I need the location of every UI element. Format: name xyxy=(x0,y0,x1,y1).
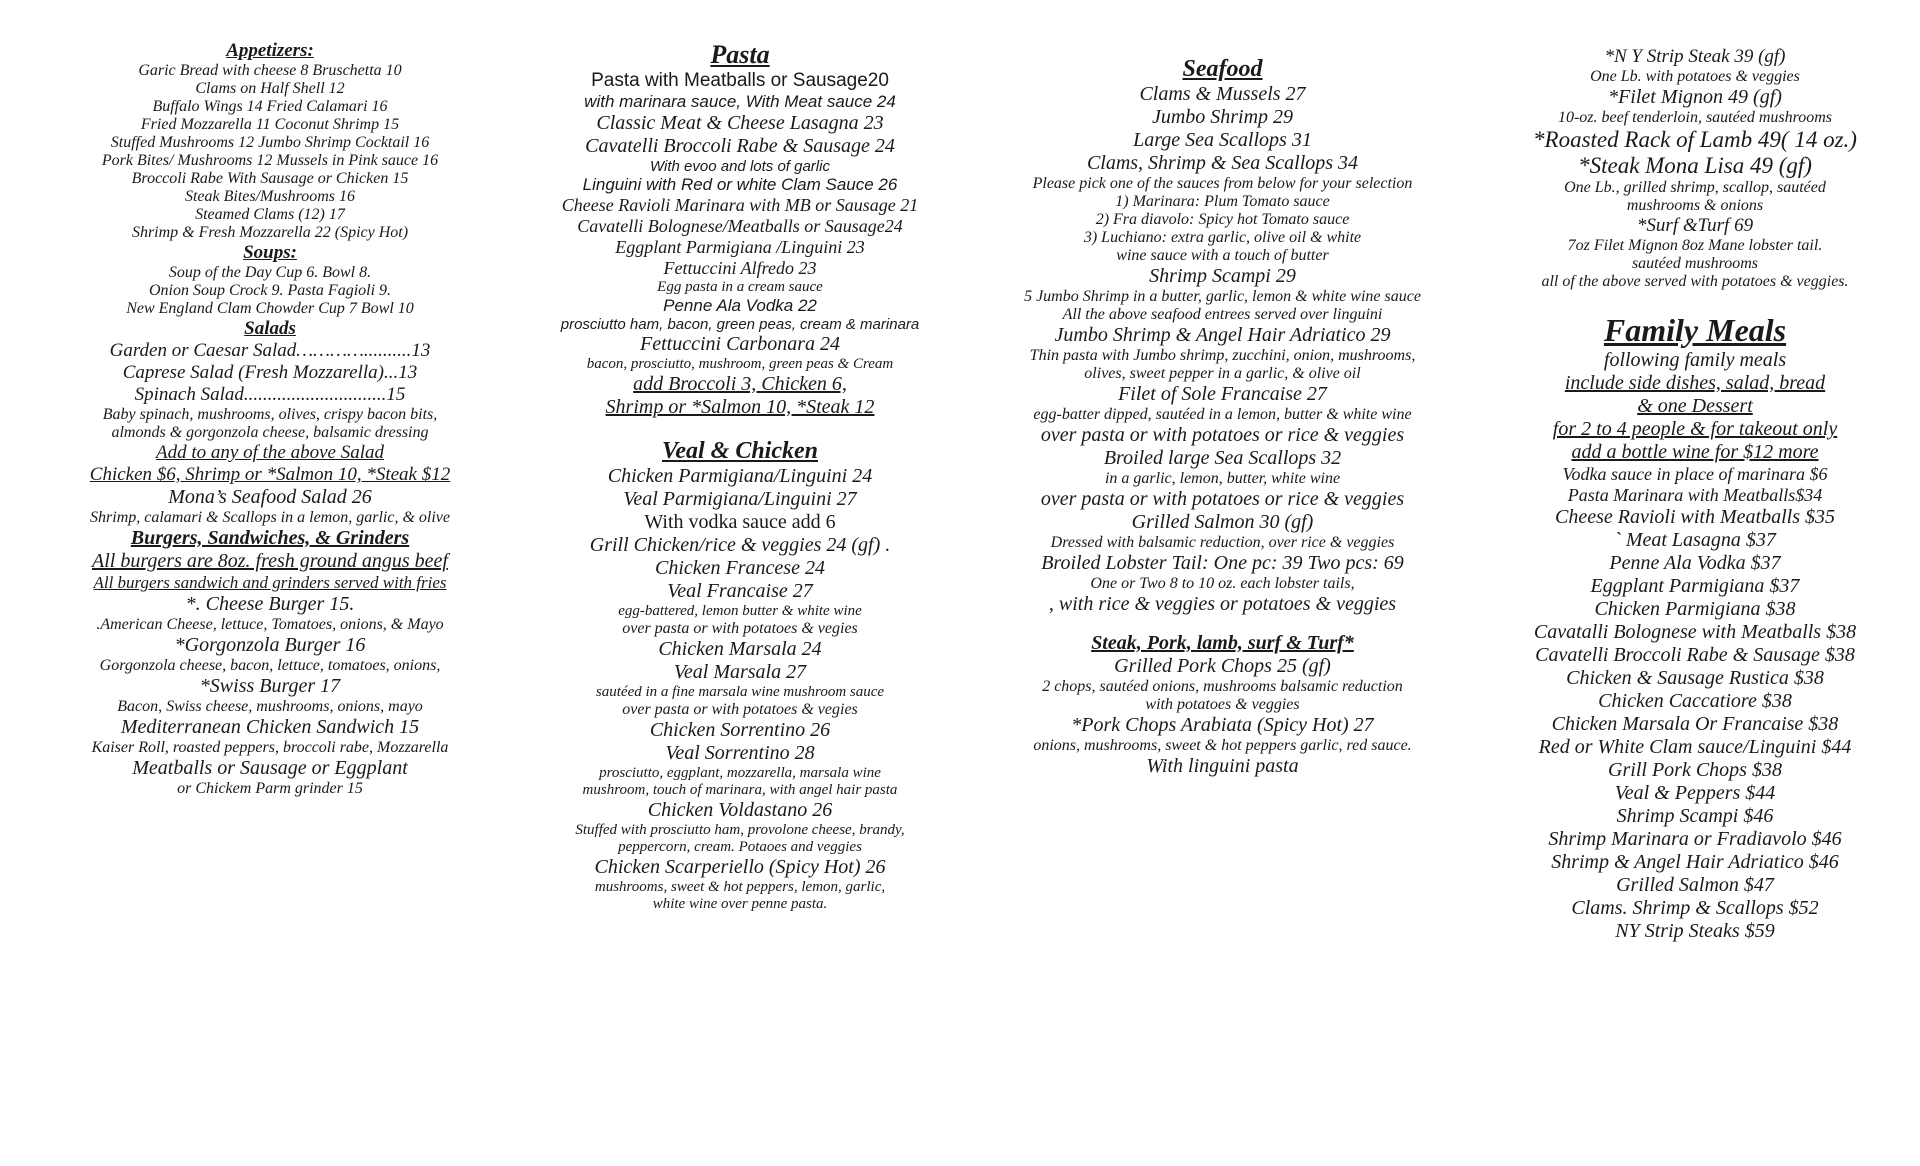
menu-line: Veal Francaise 27 xyxy=(667,580,813,602)
menu-line: All burgers are 8oz. fresh ground angus beef xyxy=(92,550,448,572)
menu-line: Gorgonzola cheese, bacon, lettuce, tomatoes, onions, xyxy=(99,657,441,674)
menu-line: wine sauce with a touch of butter xyxy=(1116,247,1329,264)
menu-line: *Steak Mona Lisa 49 (gf) xyxy=(1578,153,1812,178)
menu-line: mushrooms & onions xyxy=(1626,197,1764,214)
menu-line: Garic Bread with cheese 8 Bruschetta 10 xyxy=(138,62,402,79)
section-heading: Burgers, Sandwiches, & Grinders xyxy=(130,527,410,549)
menu-line: Pasta with Meatballs or Sausage20 xyxy=(591,70,889,91)
menu-line: prosciutto ham, bacon, green peas, cream & marinara xyxy=(560,316,920,333)
menu-line: Clams & Mussels 27 xyxy=(1139,83,1306,105)
menu-line: over pasta or with potatoes & vegies xyxy=(622,620,858,637)
menu-line: Steamed Clams (12) 17 xyxy=(195,206,345,223)
menu-line: *Pork Chops Arabiata (Spicy Hot) 27 xyxy=(1071,714,1374,736)
menu-line: All the above seafood entrees served over linguini xyxy=(1062,306,1383,323)
menu-line: or Chickem Parm grinder 15 xyxy=(177,780,363,797)
menu-line: in a garlic, lemon, butter, white wine xyxy=(1104,470,1341,487)
section-heading: Seafood xyxy=(1182,56,1263,82)
menu-line: , with rice & veggies or potatoes & veggies xyxy=(1048,593,1397,615)
menu-line: Chicken Parmigiana $38 xyxy=(1594,598,1796,620)
menu-line: almonds & gorgonzola cheese, balsamic dressing xyxy=(111,424,429,441)
menu-line: 1) Marinara: Plum Tomato sauce xyxy=(1115,193,1330,210)
menu-line: Bacon, Swiss cheese, mushrooms, onions, mayo xyxy=(117,698,423,715)
menu-line: Chicken Sorrentino 26 xyxy=(649,719,831,741)
section-heading: Salads xyxy=(244,318,296,339)
menu-column-steaks-family-meals xyxy=(1485,46,1905,943)
menu-line: Broiled large Sea Scallops 32 xyxy=(1103,447,1342,469)
menu-line: Jumbo Shrimp & Angel Hair Adriatico 29 xyxy=(1054,324,1391,346)
menu-line: Jumbo Shrimp 29 xyxy=(1151,106,1294,128)
menu-line xyxy=(1485,291,1905,312)
menu-line: Veal Sorrentino 28 xyxy=(665,742,815,764)
menu-line: Linguini with Red or white Clam Sauce 26 xyxy=(582,175,898,194)
menu-line: Cheese Ravioli Marinara with MB or Sausage 21 xyxy=(561,195,919,215)
menu-line: Grilled Pork Chops 25 (gf) xyxy=(1114,655,1331,677)
menu-line: mushrooms, sweet & hot peppers, lemon, garlic, xyxy=(594,879,886,895)
menu-line: Clams. Shrimp & Scallops $52 xyxy=(1571,897,1819,919)
menu-line: Grill Pork Chops $38 xyxy=(1608,759,1782,781)
menu-line: .American Cheese, lettuce, Tomatoes, onions, & Mayo xyxy=(96,616,444,633)
menu-line: white wine over penne pasta. xyxy=(652,896,828,912)
menu-line: 10-oz. beef tenderloin, sautéed mushrooms xyxy=(1557,109,1833,126)
menu-line: Egg pasta in a cream sauce xyxy=(657,279,823,295)
menu-line: sautéed in a fine marsala wine mushroom sauce xyxy=(595,684,885,700)
menu-line: Vodka sauce in place of marinara $6 xyxy=(1562,464,1828,484)
menu-line: Penne Ala Vodka $37 xyxy=(1609,552,1781,574)
menu-line: One Lb. with potatoes & veggies xyxy=(1590,68,1800,85)
menu-line: Chicken Parmigiana/Linguini 24 xyxy=(607,465,873,487)
menu-line: Penne Ala Vodka 22 xyxy=(663,296,817,315)
menu-line: over pasta or with potatoes & vegies xyxy=(622,701,858,718)
menu-line: With linguini pasta xyxy=(1146,755,1299,777)
menu-line: *Filet Mignon 49 (gf) xyxy=(1608,86,1782,108)
menu-line: all of the above served with potatoes & veggies. xyxy=(1541,273,1849,290)
menu-line xyxy=(970,616,1475,632)
menu-line: Fettuccini Alfredo 23 xyxy=(663,258,817,278)
menu-line: Spinach Salad..............................15 xyxy=(134,384,406,405)
menu-line: Shrimp Scampi $46 xyxy=(1616,805,1774,827)
menu-line: peppercorn, cream. Potaoes and veggies xyxy=(618,839,862,855)
menu-line: Chicken Voldastano 26 xyxy=(647,799,833,821)
menu-line: Garden or Caesar Salad…………..........13 xyxy=(109,340,431,361)
menu-column-appetizers-salads-burgers xyxy=(40,40,500,798)
menu-line: Buffalo Wings 14 Fried Calamari 16 xyxy=(152,98,388,115)
section-heading: Veal & Chicken xyxy=(661,438,818,464)
menu-line: Mona’s Seafood Salad 26 xyxy=(168,486,372,508)
menu-line: *. Cheese Burger 15. xyxy=(185,593,355,615)
menu-line: Meatballs or Sausage or Eggplant xyxy=(132,757,408,779)
menu-line: ` Meat Lasagna $37 xyxy=(1614,529,1776,551)
menu-column-pasta-veal-chicken xyxy=(515,40,965,913)
menu-line: Mediterranean Chicken Sandwich 15 xyxy=(120,716,420,738)
menu-line: Baby spinach, mushrooms, olives, crispy bacon bits, xyxy=(102,406,438,423)
menu-line: NY Strip Steaks $59 xyxy=(1615,920,1775,942)
menu-line: include side dishes, salad, bread xyxy=(1564,372,1826,394)
menu-line: Large Sea Scallops 31 xyxy=(1133,129,1312,151)
menu-line: with marinara sauce, With Meat sauce 24 xyxy=(584,92,896,111)
menu-line: *N Y Strip Steak 39 (gf) xyxy=(1604,46,1786,67)
menu-line: Soup of the Day Cup 6. Bowl 8. xyxy=(168,264,372,281)
menu-column-seafood-steak xyxy=(970,55,1475,778)
menu-line: Chicken Marsala Or Francaise $38 xyxy=(1551,713,1839,735)
menu-line: Broccoli Rabe With Sausage or Chicken 15 xyxy=(131,170,409,187)
menu-line: Kaiser Roll, roasted peppers, broccoli rabe, Mozzarella xyxy=(91,739,449,756)
menu-line: Add to any of the above Salad xyxy=(156,442,384,463)
menu-line: Caprese Salad (Fresh Mozzarella)...13 xyxy=(122,362,418,383)
section-heading: Soups: xyxy=(243,242,297,263)
menu-line: for 2 to 4 people & for takeout only xyxy=(1552,418,1838,440)
menu-line: Shrimp Scampi 29 xyxy=(1149,265,1296,287)
menu-line: egg-battered, lemon butter & white wine xyxy=(618,603,862,619)
menu-line: sautéed mushrooms xyxy=(1631,255,1759,272)
menu-line: Chicken $6, Shrimp or *Salmon 10, *Steak $12 xyxy=(89,464,451,485)
menu-line: over pasta or with potatoes or rice & veggies xyxy=(1040,424,1405,446)
menu-line: *Surf &Turf 69 xyxy=(1636,215,1754,236)
menu-line: Veal & Peppers $44 xyxy=(1614,782,1776,804)
menu-line: Cavatelli Broccoli Rabe & Sausage 24 xyxy=(585,135,895,157)
menu-line: prosciutto, eggplant, mozzarella, marsala wine xyxy=(599,765,881,781)
section-heading: Family Meals xyxy=(1603,312,1787,348)
menu-line: bacon, prosciutto, mushroom, green peas & Cream xyxy=(586,356,894,372)
menu-line: Stuffed with prosciutto ham, provolone cheese, brandy, xyxy=(575,822,905,838)
menu-line: Filet of Sole Francaise 27 xyxy=(1118,383,1327,405)
menu-line: New England Clam Chowder Cup 7 Bowl 10 xyxy=(126,300,414,317)
menu-line: Thin pasta with Jumbo shrimp, zucchini, onion, mushrooms, xyxy=(1029,347,1416,364)
menu-line: Chicken Caccatiore $38 xyxy=(1598,690,1792,712)
menu-line: with potatoes & veggies xyxy=(1145,696,1300,713)
menu-line: onions, mushrooms, sweet & hot peppers garlic, red sauce. xyxy=(1033,737,1412,754)
menu-line: Onion Soup Crock 9. Pasta Fagioli 9. xyxy=(148,282,392,299)
menu-line: Fettuccini Carbonara 24 xyxy=(640,333,840,355)
menu-line: Stuffed Mushrooms 12 Jumbo Shrimp Cocktail 16 xyxy=(110,134,430,151)
menu-line: Chicken & Sausage Rustica $38 xyxy=(1566,667,1824,689)
menu-line: Please pick one of the sauces from below for your selection xyxy=(1032,175,1413,192)
menu-line: Chicken Scarperiello (Spicy Hot) 26 xyxy=(594,856,886,878)
menu-line: Broiled Lobster Tail: One pc: 39 Two pcs: 69 xyxy=(1041,552,1404,574)
menu-line: Grilled Salmon $47 xyxy=(1616,874,1774,896)
menu-line: With evoo and lots of garlic xyxy=(650,158,830,175)
menu-line: 2) Fra diavolo: Spicy hot Tomato sauce xyxy=(1095,211,1350,228)
menu-line: With vodka sauce add 6 xyxy=(644,511,836,533)
section-heading: Appetizers: xyxy=(226,40,314,61)
menu-line: All burgers sandwich and grinders served with fries xyxy=(93,573,447,592)
menu-line: Cavatalli Bolognese with Meatballs $38 xyxy=(1533,621,1857,643)
menu-line: Fried Mozzarella 11 Coconut Shrimp 15 xyxy=(140,116,400,133)
menu-line: Pork Bites/ Mushrooms 12 Mussels in Pink sauce 16 xyxy=(101,152,439,169)
menu-line: Veal Marsala 27 xyxy=(673,661,807,683)
menu-line: mushroom, touch of marinara, with angel hair pasta xyxy=(582,782,898,798)
menu-line: egg-batter dipped, sautéed in a lemon, butter & white wine xyxy=(1033,406,1412,423)
menu-line: 5 Jumbo Shrimp in a butter, garlic, lemon & white wine sauce xyxy=(1024,288,1421,305)
menu-line: *Roasted Rack of Lamb 49( 14 oz.) xyxy=(1533,127,1857,152)
menu-line: Pasta Marinara with Meatballs$34 xyxy=(1567,485,1823,505)
menu-line: 3) Luchiano: extra garlic, olive oil & white xyxy=(1083,229,1362,246)
menu-line: following family meals xyxy=(1603,349,1787,371)
menu-line: Grilled Salmon 30 (gf) xyxy=(1131,511,1314,533)
section-heading: Pasta xyxy=(710,40,770,69)
menu-line: Cavatelli Bolognese/Meatballs or Sausage24 xyxy=(577,216,903,236)
menu-line: Classic Meat & Cheese Lasagna 23 xyxy=(596,112,884,134)
menu-line: Chicken Francese 24 xyxy=(655,557,825,579)
menu-line: 2 chops, sautéed onions, mushrooms balsamic reduction xyxy=(1042,678,1403,695)
menu-line: One Lb., grilled shrimp, scallop, sautéed xyxy=(1564,179,1826,196)
menu-line: Cavatelli Broccoli Rabe & Sausage $38 xyxy=(1535,644,1855,666)
menu-line: *Gorgonzola Burger 16 xyxy=(174,634,366,656)
menu-line: Eggplant Parmigiana /Linguini 23 xyxy=(615,237,865,257)
menu-line: add a bottle wine for $12 more xyxy=(1571,441,1819,463)
section-heading: Steak, Pork, lamb, surf & Turf* xyxy=(1091,632,1354,654)
menu-line: Shrimp Marinara or Fradiavolo $46 xyxy=(1548,828,1842,850)
menu-line: & one Dessert xyxy=(1637,395,1753,417)
menu-line: Shrimp & Fresh Mozzarella 22 (Spicy Hot) xyxy=(131,224,409,241)
menu-line: Clams, Shrimp & Sea Scallops 34 xyxy=(1086,152,1359,174)
menu-line: Grill Chicken/rice & veggies 24 (gf) . xyxy=(589,534,891,556)
menu-line: Cheese Ravioli with Meatballs $35 xyxy=(1555,506,1835,528)
menu-line: Eggplant Parmigiana $37 xyxy=(1590,575,1800,597)
menu-line: 7oz Filet Mignon 8oz Mane lobster tail. xyxy=(1567,237,1823,254)
menu-line: Veal Parmigiana/Linguini 27 xyxy=(623,488,857,510)
menu-line: Shrimp & Angel Hair Adriatico $46 xyxy=(1551,851,1839,873)
menu-line: *Swiss Burger 17 xyxy=(199,675,341,697)
menu-line: olives, sweet pepper in a garlic, & olive oil xyxy=(1084,365,1361,382)
menu-line: add Broccoli 3, Chicken 6, xyxy=(633,373,847,395)
menu-line: Steak Bites/Mushrooms 16 xyxy=(184,188,356,205)
menu-line: Clams on Half Shell 12 xyxy=(195,80,345,97)
menu-line: over pasta or with potatoes or rice & veggies xyxy=(1040,488,1405,510)
menu-line: Dressed with balsamic reduction, over rice & veggies xyxy=(1050,534,1395,551)
menu-line: Shrimp, calamari & Scallops in a lemon, garlic, & olive xyxy=(90,509,450,526)
menu-line: Shrimp or *Salmon 10, *Steak 12 xyxy=(605,396,875,418)
menu-line: One or Two 8 to 10 oz. each lobster tails, xyxy=(1090,575,1355,592)
menu-line: Red or White Clam sauce/Linguini $44 xyxy=(1538,736,1852,758)
menu-line: Chicken Marsala 24 xyxy=(658,638,822,660)
menu-line xyxy=(515,419,965,437)
